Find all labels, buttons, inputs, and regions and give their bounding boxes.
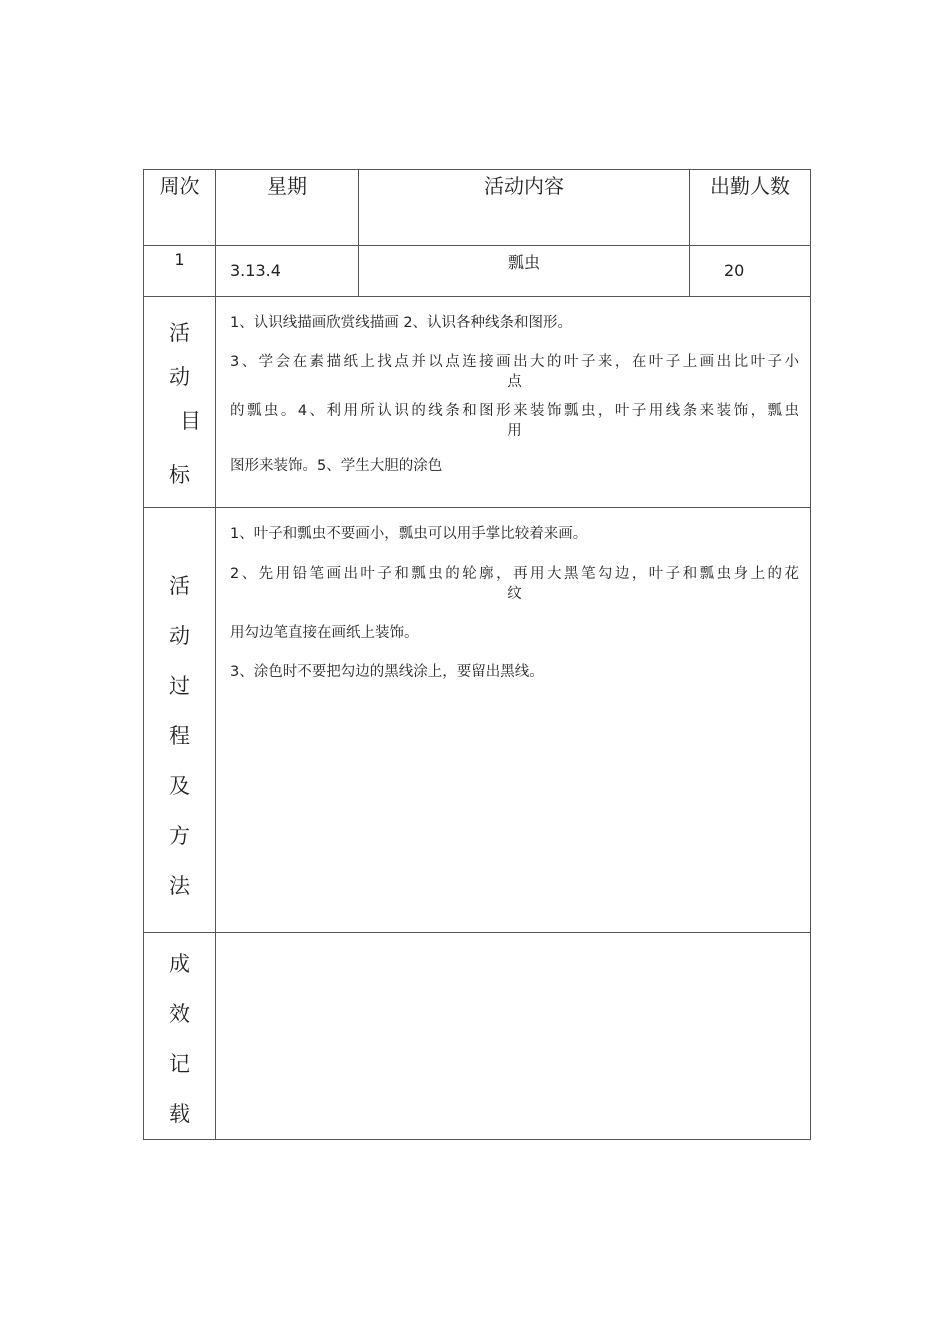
- results-content: [216, 933, 811, 1140]
- header-content: 活动内容: [359, 170, 690, 246]
- goals-row: [144, 297, 811, 508]
- process-line-2: 2、先用铅笔画出叶子和瓢虫的轮廓，再用大黑笔勾边，叶子和瓢虫身上的花: [230, 566, 799, 582]
- row-date: 3.13.4: [216, 246, 359, 297]
- process-line-2-tail: 纹: [507, 586, 522, 602]
- header-weekday: 星期: [216, 170, 359, 246]
- goals-content: [216, 297, 811, 508]
- process-row: [144, 508, 811, 933]
- goals-label: 活 动 目 标: [144, 297, 216, 508]
- row-attendance: 20: [690, 246, 811, 297]
- goals-line-4: 图形来装饰。5、学生大胆的涂色: [230, 458, 443, 474]
- process-line-3: 用勾边笔直接在画纸上装饰。: [230, 625, 419, 641]
- row-content: 瓢虫: [359, 246, 690, 297]
- header-row: [144, 170, 811, 246]
- goals-line-3-tail: 用: [507, 423, 522, 439]
- goals-line-2: 3、学会在素描纸上找点并以点连接画出大的叶子来，在叶子上画出比叶子小: [230, 354, 799, 370]
- results-label: 成 效 记 载: [144, 933, 216, 1140]
- goals-line-1: 1、认识线描画欣赏线描画 2、认识各种线条和图形。: [230, 315, 573, 331]
- goals-line-2-tail: 点: [507, 374, 522, 390]
- data-row: [144, 246, 811, 297]
- header-attendance: 出勤人数: [690, 170, 811, 246]
- process-line-4: 3、涂色时不要把勾边的黑线涂上，要留出黑线。: [230, 664, 544, 680]
- process-line-1: 1、叶子和瓢虫不要画小，瓢虫可以用手掌比较着来画。: [230, 526, 588, 542]
- goals-line-3: 的瓢虫。4、利用所认识的线条和图形来装饰瓢虫，叶子用线条来装饰，瓢虫: [230, 403, 799, 419]
- activity-record-table: [143, 169, 811, 1140]
- results-row: [144, 933, 811, 1140]
- header-week: 周次: [144, 170, 216, 246]
- row-week: 1: [144, 246, 216, 297]
- process-content: [216, 508, 811, 933]
- process-label: 活 动 过 程 及 方 法: [144, 508, 216, 933]
